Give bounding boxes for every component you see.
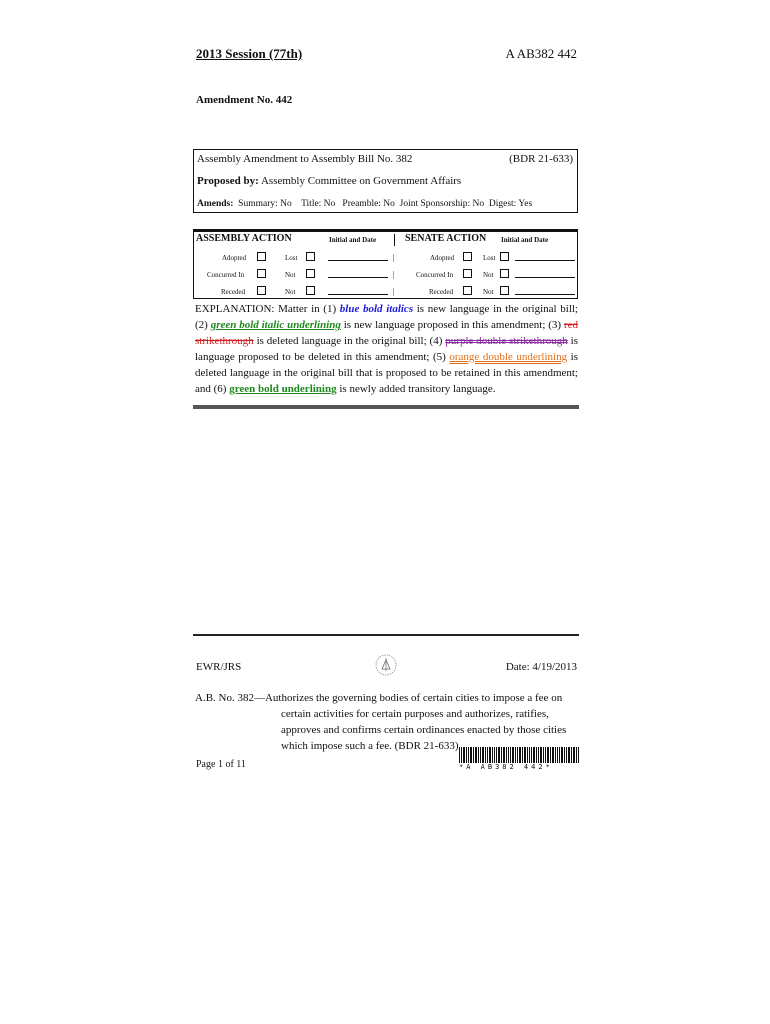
bdr-number: (BDR 21-633) bbox=[509, 153, 573, 165]
senate-row2-signature-line bbox=[515, 277, 575, 278]
proposed-value: Assembly Committee on Government Affairs bbox=[258, 175, 462, 187]
bill-reference: A AB382 442 bbox=[505, 46, 577, 61]
proposed-by bbox=[197, 175, 461, 187]
senate-not2-checkbox[interactable] bbox=[500, 286, 509, 295]
assembly-row3-signature-line bbox=[328, 294, 388, 295]
blue-bold-italics-sample: blue bold italics bbox=[339, 303, 414, 315]
explanation-paragraph bbox=[195, 301, 578, 397]
row2-divider: | bbox=[393, 270, 395, 279]
bill-description-continued: certain activities for certain purposes and authorizes, ratifies, approves and confirms certain ordinances enacted by those cities which impose such a fee. (BDR 21-633) bbox=[281, 708, 567, 752]
amends-label: Amends: bbox=[197, 199, 234, 209]
bill-description bbox=[195, 690, 580, 754]
purple-double-strike-sample: purple double strikethrough bbox=[445, 335, 568, 347]
explanation-text-1: EXPLANATION: Matter in (1) bbox=[195, 303, 340, 315]
assembly-adopted-label: Adopted bbox=[222, 254, 247, 262]
assembly-not-label: Not bbox=[285, 271, 296, 279]
assembly-initial-date: Initial and Date bbox=[329, 236, 377, 244]
state-seal-icon bbox=[375, 654, 397, 676]
explanation-text-5: is language proposed to be deleted in this amendment; (5) bbox=[195, 335, 578, 363]
explanation-text-2: is new language in the original bill; (2) bbox=[195, 303, 578, 331]
assembly-concurred-checkbox[interactable] bbox=[257, 269, 266, 278]
senate-not-label: Not bbox=[483, 271, 494, 279]
amendment-info-box bbox=[193, 149, 578, 213]
orange-double-underline-sample: orange double underlining bbox=[449, 351, 568, 363]
senate-row1-signature-line bbox=[515, 260, 575, 261]
action-box-top-rule bbox=[194, 230, 577, 232]
green-bold-underline-sample: green bold underlining bbox=[229, 383, 337, 395]
amendment-date: Date: 4/19/2013 bbox=[505, 661, 577, 673]
senate-adopted-checkbox[interactable] bbox=[463, 252, 472, 261]
assembly-not-checkbox[interactable] bbox=[306, 269, 315, 278]
page-number: Page 1 of 11 bbox=[196, 759, 246, 770]
amendment-number: Amendment No. 442 bbox=[196, 94, 293, 106]
senate-not2-label: Not bbox=[483, 288, 494, 296]
assembly-not2-label: Not bbox=[285, 288, 296, 296]
assembly-concurred-label: Concurred In bbox=[207, 271, 245, 279]
row3-divider: | bbox=[393, 287, 395, 296]
senate-lost-label: Lost bbox=[483, 254, 496, 262]
green-italic-underline-sample: green bold italic underlining bbox=[210, 319, 341, 331]
senate-not-checkbox[interactable] bbox=[500, 269, 509, 278]
senate-row3-signature-line bbox=[515, 294, 575, 295]
assembly-action-title: ASSEMBLY ACTION bbox=[196, 233, 292, 244]
senate-adopted-label: Adopted bbox=[430, 254, 455, 262]
explanation-text-6: is deleted language in the original bill that is proposed to be retained in this amendment; and (6) bbox=[195, 351, 578, 395]
senate-receded-checkbox[interactable] bbox=[463, 286, 472, 295]
red-strikethrough-sample: red strikethrough bbox=[195, 319, 578, 347]
proposed-label: Proposed by: bbox=[197, 175, 259, 187]
assembly-row1-signature-line bbox=[328, 260, 388, 261]
assembly-receded-checkbox[interactable] bbox=[257, 286, 266, 295]
amends-value: Summary: No Title: No Preamble: No Joint Sponsorship: No Digest: Yes bbox=[233, 199, 533, 209]
senate-lost-checkbox[interactable] bbox=[500, 252, 509, 261]
barcode-text: *A AB382 442* bbox=[459, 763, 553, 771]
assembly-not2-checkbox[interactable] bbox=[306, 286, 315, 295]
amendment-line: Assembly Amendment to Assembly Bill No. 382 bbox=[197, 153, 413, 165]
senate-concurred-label: Concurred In bbox=[416, 271, 454, 279]
assembly-receded-label: Receded bbox=[221, 288, 246, 296]
bill-description-first-line: A.B. No. 382—Authorizes the governing bodies of certain cities to impose a fee on bbox=[195, 692, 563, 704]
barcode-icon bbox=[459, 747, 579, 763]
footer-top-rule bbox=[193, 634, 579, 636]
session-title: 2013 Session (77th) bbox=[196, 46, 303, 61]
explanation-text-7: is newly added transitory language. bbox=[336, 383, 496, 395]
explanation-text-4: is deleted language in the original bill; (4) bbox=[253, 335, 446, 347]
senate-concurred-checkbox[interactable] bbox=[463, 269, 472, 278]
explanation-bottom-rule bbox=[193, 405, 579, 409]
action-box bbox=[193, 229, 578, 299]
assembly-row2-signature-line bbox=[328, 277, 388, 278]
assembly-adopted-checkbox[interactable] bbox=[257, 252, 266, 261]
amends-row bbox=[197, 199, 532, 209]
row1-divider: | bbox=[393, 253, 395, 262]
assembly-lost-label: Lost bbox=[285, 254, 298, 262]
senate-action-title: SENATE ACTION bbox=[405, 233, 487, 244]
senate-receded-label: Receded bbox=[429, 288, 454, 296]
assembly-lost-checkbox[interactable] bbox=[306, 252, 315, 261]
action-divider bbox=[394, 234, 395, 246]
drafter-initials: EWR/JRS bbox=[196, 661, 242, 673]
senate-initial-date: Initial and Date bbox=[501, 236, 549, 244]
explanation-text-3: is new language proposed in this amendment; (3) bbox=[340, 319, 564, 331]
